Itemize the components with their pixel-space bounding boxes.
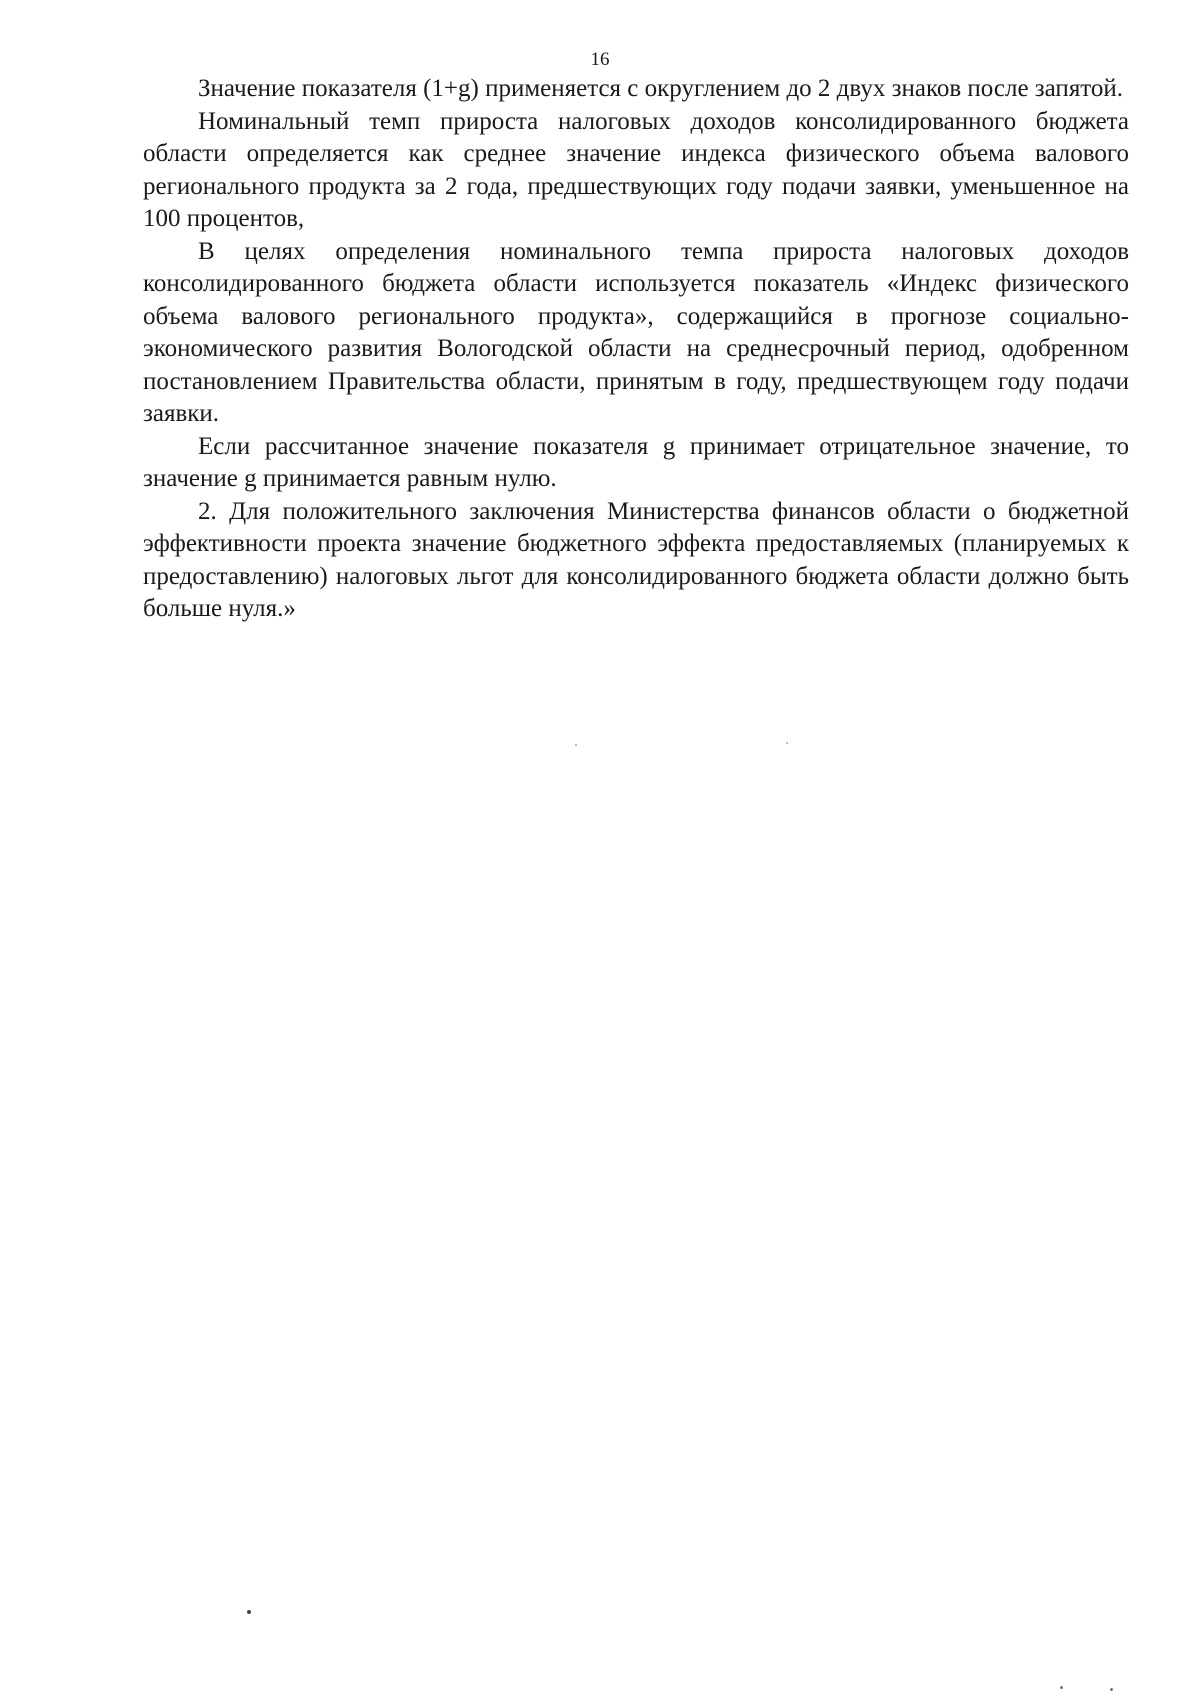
paragraph-nominal-growth-rate: Номинальный темп прироста налоговых доходов консолидированного бюджета области определяется как среднее значение индекса физического объема валового регионального продукта за 2 года, предшествующих году подачи заявки, уменьшенное на 100 процентов, [143,107,1129,232]
scan-speck [1110,1688,1113,1691]
paragraph-negative-g: Если рассчитанное значение показателя g принимает отрицательное значение, то значение g принимается равным нулю. [143,432,1129,492]
scan-speck [1060,1686,1063,1689]
scan-speck [575,744,577,746]
scan-speck [786,742,788,744]
paragraph-grp-index: В целях определения номинального темпа прироста налоговых доходов консолидированного бюджета области используется показатель «Индекс физического объема валового регионального продукта», содержащийся в прогнозе социально-экономического развития Вологодской области на среднесрочный период, одобренном постановлением Правительства области, принятым в году, предшествующем году подачи заявки. [143,237,1129,427]
page-number: 16 [590,49,610,70]
paragraph-positive-conclusion: 2. Для положительного заключения Министерства финансов области о бюджетной эффективности проекта значение бюджетного эффекта предоставляемых (планируемых к предоставлению) налоговых льгот для консолидированного бюджета области должно быть больше нуля.» [143,497,1129,622]
paragraph-rounding: Значение показателя (1+g) применяется с округлением до 2 двух знаков после запятой. [198,75,1124,102]
document-body [143,73,1129,626]
scan-speck [247,1610,251,1614]
